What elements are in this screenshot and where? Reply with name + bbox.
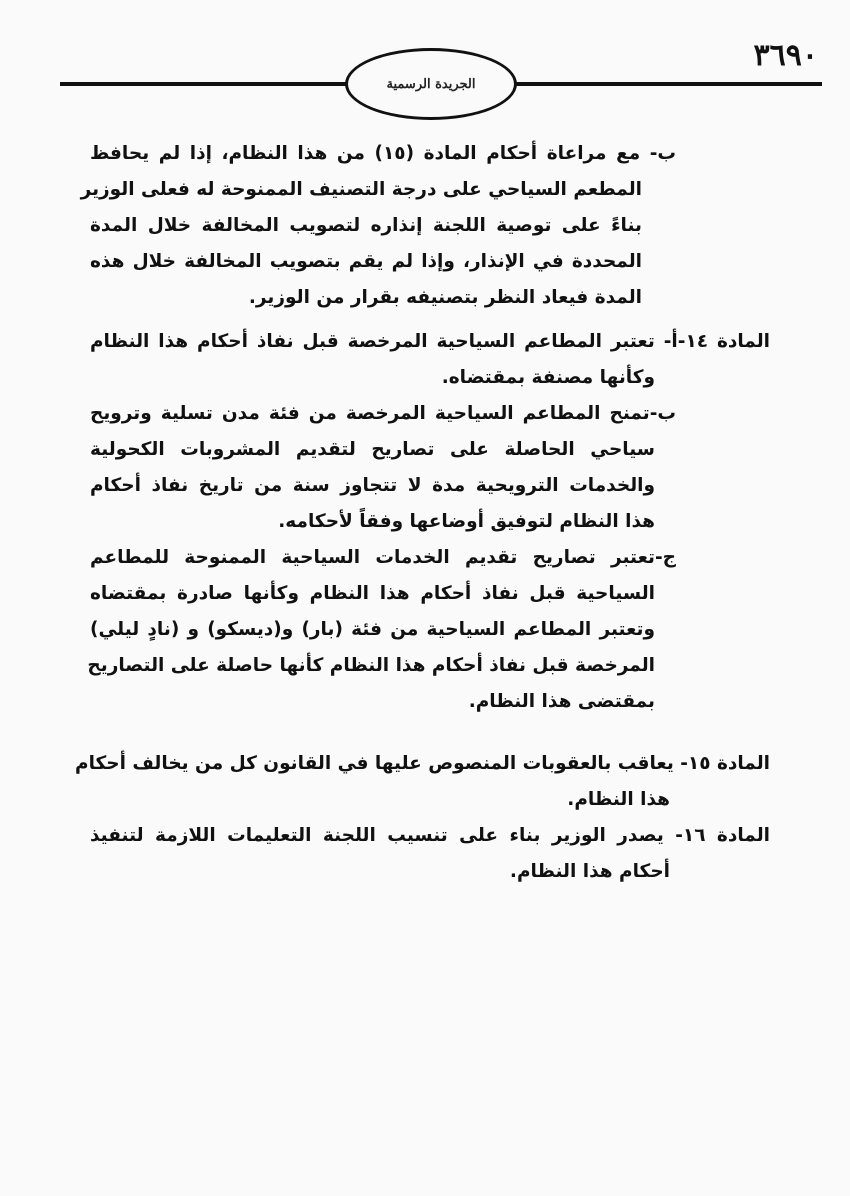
paragraph-line: ب- مع مراعاة أحكام المادة (١٥) من هذا النظام، إذا لم يحافظ xyxy=(90,143,676,164)
paragraph-line: المرخصة قبل نفاذ أحكام هذا النظام كأنها حاصلة على التصاريح xyxy=(87,655,655,676)
paragraph-line: وكأنها مصنفة بمقتضاه. xyxy=(441,367,655,388)
paragraph-line: أحكام هذا النظام. xyxy=(509,861,670,882)
article-15 xyxy=(75,746,770,818)
paragraph-line: المدة فيعاد النظر بتصنيفه بقرار من الوزير. xyxy=(248,287,642,308)
paragraph-line: والخدمات الترويحية مدة لا تتجاوز سنة من تاريخ نفاذ أحكام xyxy=(90,475,655,496)
page-number: ٣٦٩٠ xyxy=(753,38,818,73)
paragraph-line: السياحية قبل نفاذ أحكام هذا النظام وكأنها صادرة بمقتضاه xyxy=(90,583,655,604)
article-heading-line: المادة ١٥- يعاقب بالعقوبات المنصوص عليها في القانون كل من يخالف أحكام xyxy=(75,753,770,774)
article-14 xyxy=(87,324,770,720)
paragraph-line: سياحي الحاصلة على تصاريح لتقديم المشروبات الكحولية xyxy=(90,439,655,460)
paragraph-line: ب-تمنح المطاعم السياحية المرخصة من فئة مدن تسلية وترويح xyxy=(90,403,676,424)
gazette-title-oval xyxy=(345,48,517,120)
paragraph-line: هذا النظام. xyxy=(567,789,670,810)
article-heading-line: المادة ١٦- يصدر الوزير بناء على تنسيب اللجنة التعليمات اللازمة لتنفيذ xyxy=(90,825,770,846)
paragraph-line: المحددة في الإنذار، وإذا لم يقم بتصويب المخالفة خلال هذه xyxy=(90,251,642,272)
document-body xyxy=(75,136,770,890)
paragraph-line: المطعم السياحي على درجة التصنيف الممنوحة له فعلى الوزير xyxy=(80,179,642,200)
paragraph-line: ج-تعتبر تصاريح تقديم الخدمات السياحية الممنوحة للمطاعم xyxy=(90,547,676,568)
paragraph-line: وتعتبر المطاعم السياحية من فئة (بار) و(ديسكو) و (نادٍ ليلي) xyxy=(90,619,655,640)
article-16 xyxy=(90,818,770,890)
paragraph-line: هذا النظام لتوفيق أوضاعها وفقاً لأحكامه. xyxy=(278,511,655,532)
article-heading-line: المادة ١٤-أ- تعتبر المطاعم السياحية المرخصة قبل نفاذ أحكام هذا النظام xyxy=(90,331,770,352)
paragraph-line: بناءً على توصية اللجنة إنذاره لتصويب المخالفة خلال المدة xyxy=(90,215,642,236)
item-b-continued xyxy=(80,136,770,316)
paragraph-line: بمقتضى هذا النظام. xyxy=(468,691,655,712)
gazette-title: الجريدة الرسمية xyxy=(386,76,476,92)
